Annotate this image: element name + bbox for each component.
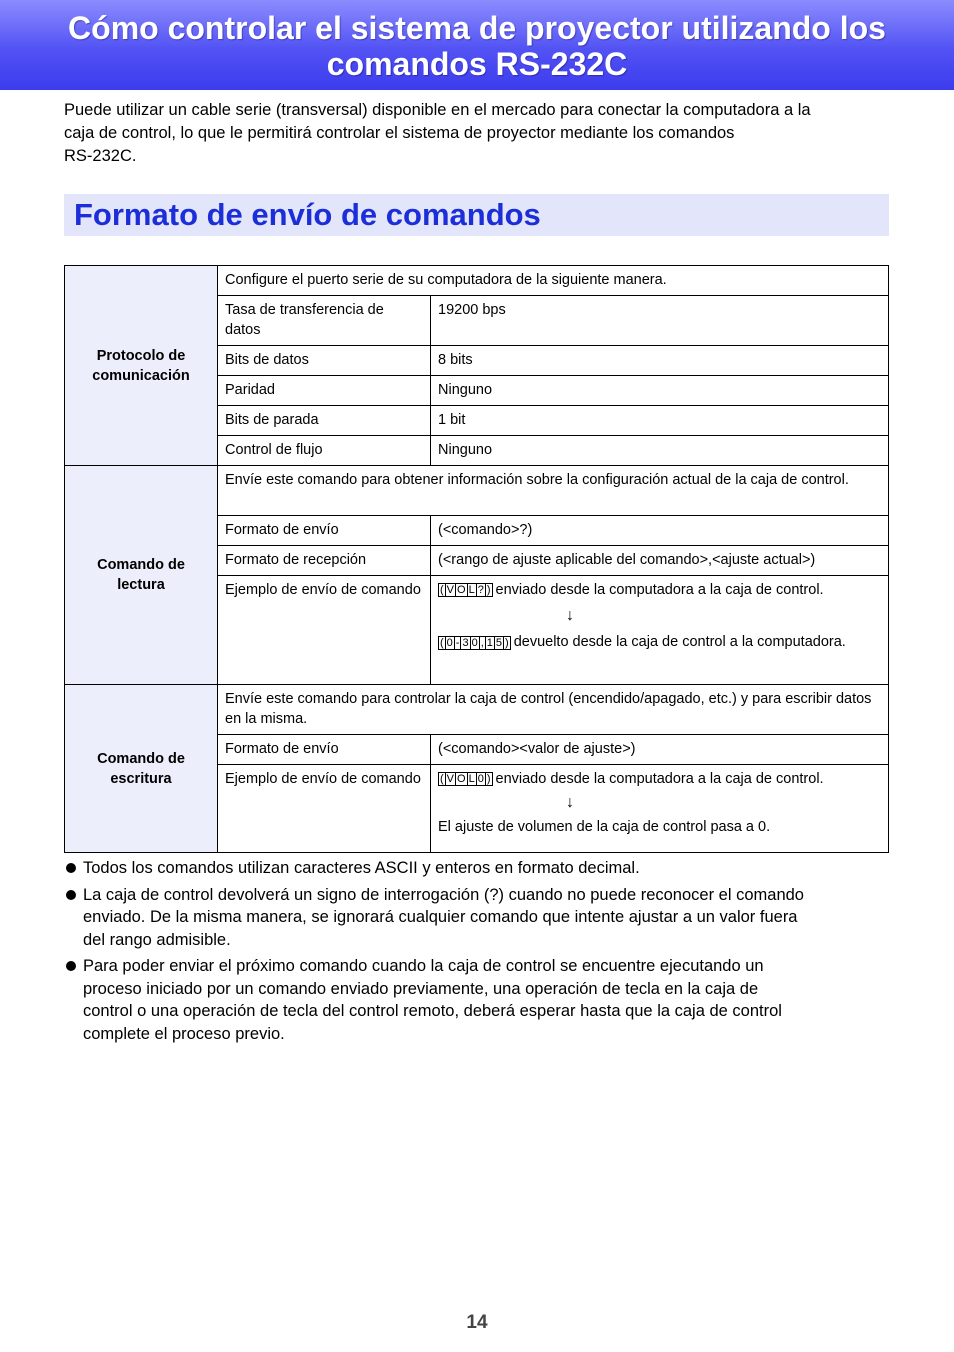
key-glyph: ) (486, 773, 491, 786)
receive-format-value: (<rango de ajuste aplicable del comando>,<ajuste actual>) (431, 546, 889, 576)
list-item (64, 955, 894, 1045)
setting-name: Bits de datos (218, 346, 431, 376)
setting-name: Control de flujo (218, 436, 431, 466)
example-return-text: devuelto desde la caja de control a la computadora. (513, 634, 846, 651)
intro-paragraph (64, 99, 892, 168)
section-title: Formato de envío de comandos (74, 197, 541, 232)
key-glyph: ) (505, 636, 509, 649)
setting-value: 19200 bps (431, 296, 889, 346)
section-heading (64, 194, 889, 236)
row-header-protocol: Protocolo de comunicación (65, 266, 218, 466)
send-format-value: (<comando><valor de ajuste>) (431, 735, 889, 765)
key-glyph: L (468, 773, 475, 786)
list-item (64, 857, 894, 880)
setting-value: 8 bits (431, 346, 889, 376)
row-header-read: Comando de lectura (65, 466, 218, 685)
key-glyph: ) (486, 584, 491, 597)
setting-name: Bits de parada (218, 406, 431, 436)
notes-list (64, 857, 894, 1049)
key-glyph: ( (440, 584, 444, 597)
example-send-text: enviado desde la computadora a la caja de control. (495, 771, 824, 787)
key-glyph: ( (440, 636, 444, 649)
note-line: del rango admisible. (83, 930, 231, 949)
read-description: Envíe este comando para obtener información sobre la configuración actual de la caja de control. (218, 466, 889, 516)
key-sequence (438, 580, 492, 600)
command-format-table (64, 265, 889, 853)
setting-name: Tasa de transferencia de datos (218, 296, 431, 346)
key-glyph: , (480, 636, 484, 649)
key-glyph: ? (477, 584, 484, 597)
note-line: Para poder enviar el próximo comando cuando la caja de control se encuentre ejecutando un (83, 957, 764, 975)
write-example (431, 765, 889, 853)
note-line: proceso iniciado por un comando enviado previamente, una operación de tecla en la caja de (83, 979, 759, 998)
key-glyph: V (446, 584, 455, 597)
key-glyph: V (446, 773, 455, 786)
intro-line: RS-232C. (64, 147, 137, 165)
example-send-line (438, 580, 881, 600)
key-sequence (438, 769, 492, 789)
key-glyph: O (457, 584, 466, 597)
key-glyph: 0 (471, 636, 478, 649)
row-header-write: Comando de escritura (65, 685, 218, 853)
example-label: Ejemplo de envío de comando (218, 576, 431, 685)
intro-line: Puede utilizar un cable serie (transversal) disponible en el mercado para conectar la computadora a la (64, 101, 811, 119)
note-line: La caja de control devolverá un signo de interrogación (?) cuando no puede reconocer el comando (83, 885, 804, 904)
setting-value: Ninguno (431, 436, 889, 466)
intro-line: caja de control, lo que le permitirá controlar el sistema de proyector mediante los comandos (64, 124, 735, 142)
send-format-label: Formato de envío (218, 735, 431, 765)
example-return-line (438, 632, 881, 652)
table-row (65, 685, 889, 735)
bullet-icon (66, 863, 76, 873)
down-arrow-icon: ↓ (566, 607, 574, 625)
note-line: enviado. De la misma manera, se ignorará cualquier comando que intente ajustar a un valor fuera (83, 908, 798, 926)
key-glyph: 1 (486, 636, 493, 649)
setting-name: Paridad (218, 376, 431, 406)
list-item (64, 884, 894, 952)
protocol-description: Configure el puerto serie de su computadora de la siguiente manera. (218, 266, 889, 296)
note-line: complete el proceso previo. (83, 1024, 285, 1043)
key-glyph: 5 (495, 636, 503, 649)
key-glyph: - (455, 636, 460, 649)
example-send-line (438, 769, 881, 789)
key-glyph: 0 (477, 773, 484, 786)
note-line: Todos los comandos utilizan caracteres ASCII y enteros en formato decimal. (83, 859, 640, 877)
example-send-text: enviado desde la computadora a la caja de control. (495, 582, 824, 598)
setting-value: 1 bit (431, 406, 889, 436)
example-result-text: El ajuste de volumen de la caja de control pasa a 0. (438, 819, 771, 836)
note-line: control o una operación de tecla del control remoto, deberá esperar hasta que la caja de control (83, 1002, 782, 1020)
send-format-label: Formato de envío (218, 516, 431, 546)
page-header (0, 0, 954, 90)
key-sequence (438, 632, 510, 652)
key-glyph: 0 (446, 636, 453, 649)
key-glyph: L (468, 584, 475, 597)
write-description: Envíe este comando para controlar la caja de control (encendido/apagado, etc.) y para escribir datos en la misma. (218, 685, 889, 735)
key-glyph: 3 (462, 636, 469, 649)
down-arrow-icon: ↓ (566, 794, 574, 812)
page-number: 14 (466, 1312, 488, 1333)
example-label: Ejemplo de envío de comando (218, 765, 431, 853)
send-format-value: (<comando>?) (431, 516, 889, 546)
table-row (65, 466, 889, 516)
key-glyph: O (457, 773, 466, 786)
setting-value: Ninguno (431, 376, 889, 406)
bullet-icon (66, 961, 76, 971)
table-row (65, 266, 889, 296)
read-example (431, 576, 889, 685)
receive-format-label: Formato de recepción (218, 546, 431, 576)
page-title-line-1: Cómo controlar el sistema de proyector utilizando los (68, 10, 886, 46)
key-glyph: ( (440, 773, 444, 786)
bullet-icon (66, 890, 76, 900)
page-title-line-2: comandos RS-232C (326, 46, 628, 82)
